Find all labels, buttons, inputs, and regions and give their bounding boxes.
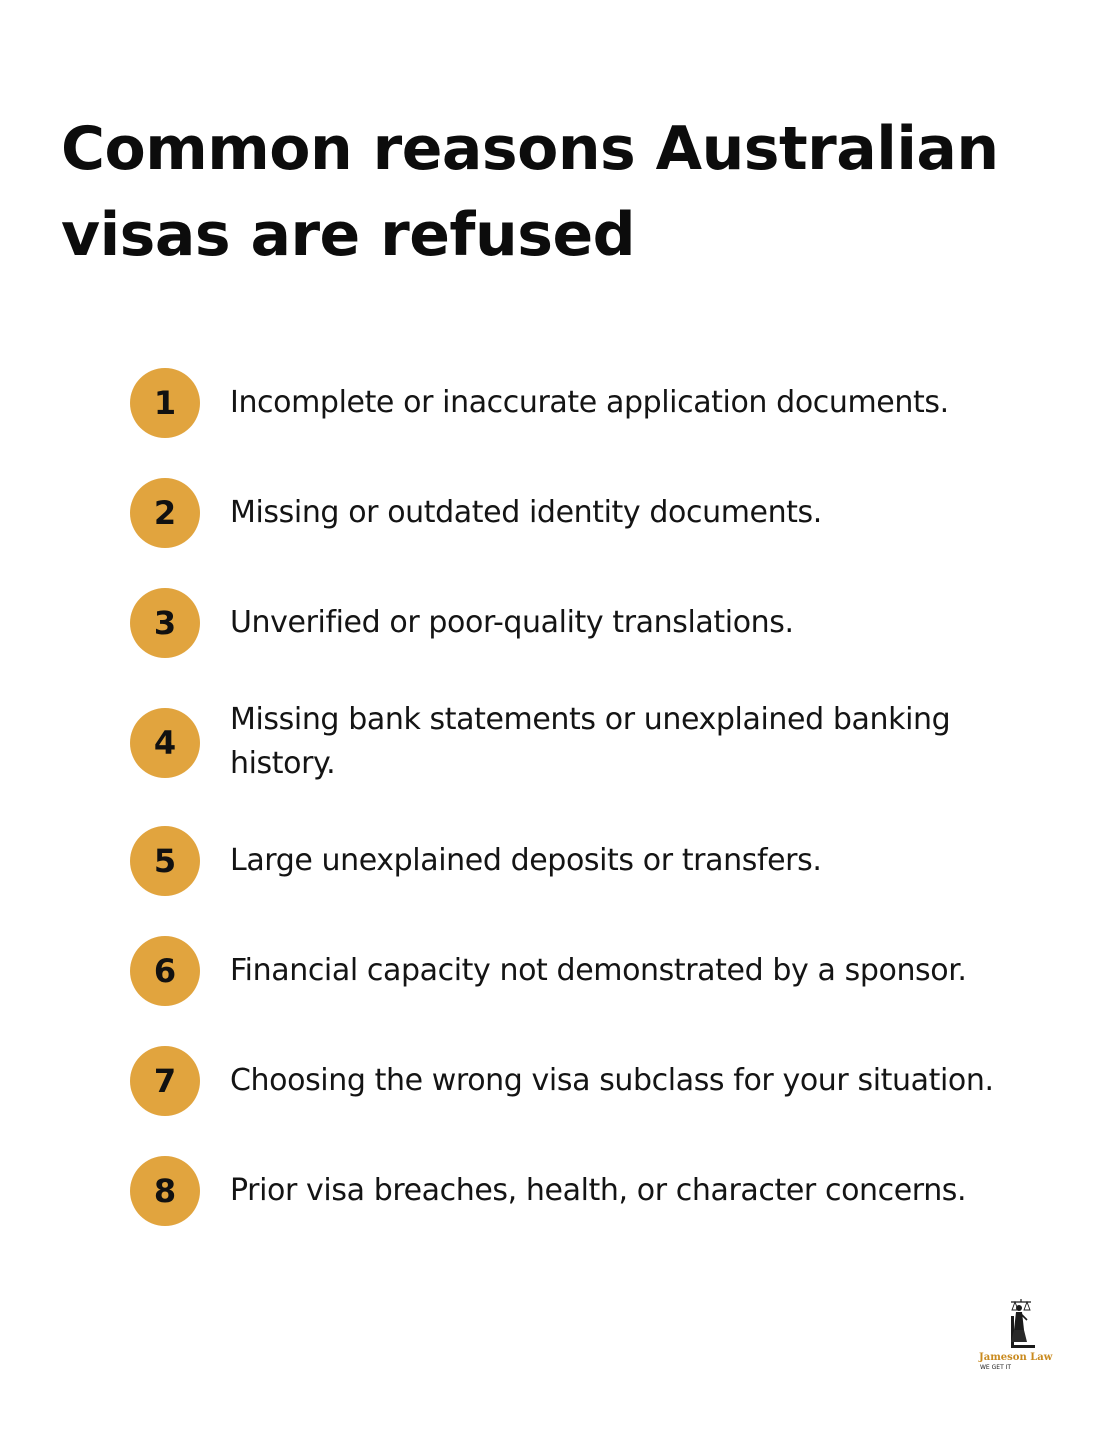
item-text: Financial capacity not demonstrated by a sponsor. — [230, 953, 967, 988]
item-text: Incomplete or inaccurate application documents. — [230, 385, 949, 420]
item-text: Choosing the wrong visa subclass for your situation. — [230, 1063, 994, 1098]
number-badge: 3 — [130, 588, 200, 658]
number-badge: 2 — [130, 478, 200, 548]
number-badge: 5 — [130, 826, 200, 896]
number-badge: 1 — [130, 368, 200, 438]
brand-logo — [975, 1296, 1059, 1376]
number-badge: 7 — [130, 1046, 200, 1116]
number-badge: 4 — [130, 708, 200, 778]
logo-name: Jameson Law — [979, 1352, 1053, 1363]
number-badge: 8 — [130, 1156, 200, 1226]
item-text: Missing or outdated identity documents. — [230, 495, 822, 530]
logo-tagline: WE GET IT — [980, 1364, 1012, 1371]
page-title: Common reasons Australian visas are refused — [61, 114, 999, 270]
item-text: Unverified or poor-quality translations. — [230, 605, 794, 640]
item-text: Missing bank statements or unexplained banking history. — [230, 702, 951, 781]
lady-justice-icon — [997, 1296, 1037, 1350]
number-badge: 6 — [130, 936, 200, 1006]
item-text: Prior visa breaches, health, or character concerns. — [230, 1173, 967, 1208]
item-text: Large unexplained deposits or transfers. — [230, 843, 822, 878]
